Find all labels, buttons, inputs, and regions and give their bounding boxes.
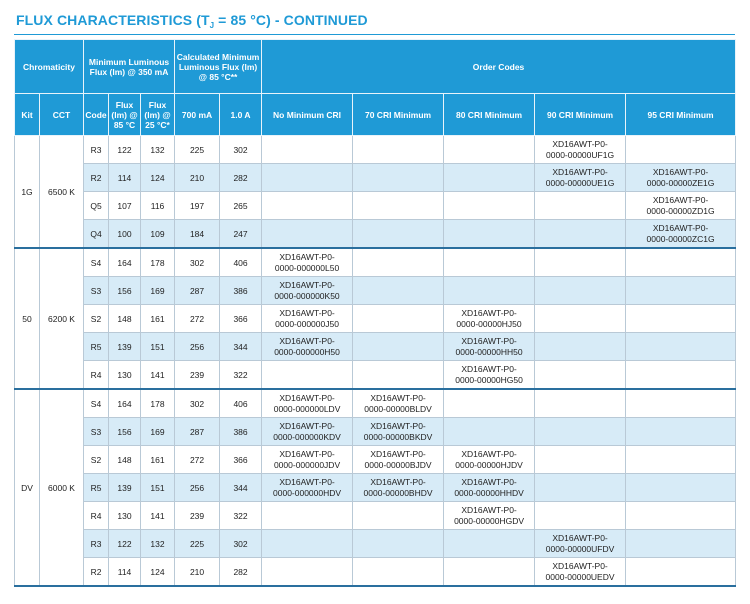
- table-row: [15, 389, 736, 418]
- flux-1a-cell: 344: [220, 474, 262, 502]
- table-row: [15, 220, 736, 249]
- order-code-70-cri: XD16AWT-P0- 0000-00000BKDV: [353, 418, 444, 446]
- header-calculated-flux: Calculated Minimum Luminous Flux (lm) @ 85 °C**: [175, 40, 262, 94]
- order-code-95-cri: [626, 446, 736, 474]
- code-cell: S3: [84, 277, 109, 305]
- order-code-90-cri: [535, 220, 626, 249]
- order-code-70-cri: [353, 361, 444, 390]
- order-code-no-min-cri: XD16AWT-P0- 0000-000000H50: [262, 333, 353, 361]
- order-code-95-cri: [626, 418, 736, 446]
- table-row: [15, 164, 736, 192]
- order-code-80-cri: [444, 248, 535, 277]
- order-code-70-cri: [353, 558, 444, 587]
- order-code-no-min-cri: XD16AWT-P0- 0000-000000K50: [262, 277, 353, 305]
- table-row: [15, 248, 736, 277]
- flux-25-cell: 151: [141, 474, 175, 502]
- flux-25-cell: 116: [141, 192, 175, 220]
- order-code-90-cri: [535, 277, 626, 305]
- order-code-80-cri: [444, 389, 535, 418]
- table-row: [15, 305, 736, 333]
- order-code-95-cri: [626, 389, 736, 418]
- flux-1a-cell: 282: [220, 164, 262, 192]
- flux-1a-cell: 406: [220, 389, 262, 418]
- code-cell: Q5: [84, 192, 109, 220]
- order-code-80-cri: XD16AWT-P0- 0000-00000HJDV: [444, 446, 535, 474]
- code-cell: R4: [84, 502, 109, 530]
- flux-85-cell: 164: [109, 248, 141, 277]
- flux-700ma-cell: 225: [175, 136, 220, 164]
- table-row: [15, 333, 736, 361]
- code-cell: R2: [84, 164, 109, 192]
- order-code-70-cri: [353, 136, 444, 164]
- order-code-90-cri: [535, 361, 626, 390]
- code-cell: R5: [84, 333, 109, 361]
- flux-1a-cell: 302: [220, 530, 262, 558]
- order-code-70-cri: [353, 220, 444, 249]
- order-code-no-min-cri: [262, 558, 353, 587]
- flux-700ma-cell: 272: [175, 305, 220, 333]
- header-flux-25: Flux (lm) @ 25 °C*: [141, 94, 175, 136]
- order-code-70-cri: [353, 248, 444, 277]
- flux-1a-cell: 282: [220, 558, 262, 587]
- order-code-90-cri: [535, 305, 626, 333]
- order-code-90-cri: XD16AWT-P0- 0000-00000UFDV: [535, 530, 626, 558]
- table-row: [15, 446, 736, 474]
- order-code-70-cri: [353, 277, 444, 305]
- flux-85-cell: 139: [109, 333, 141, 361]
- code-cell: R5: [84, 474, 109, 502]
- flux-25-cell: 151: [141, 333, 175, 361]
- order-code-70-cri: [353, 530, 444, 558]
- flux-25-cell: 169: [141, 418, 175, 446]
- flux-25-cell: 109: [141, 220, 175, 249]
- flux-1a-cell: 366: [220, 446, 262, 474]
- order-code-90-cri: [535, 248, 626, 277]
- flux-85-cell: 114: [109, 164, 141, 192]
- flux-1a-cell: 322: [220, 361, 262, 390]
- header-95-cri: 95 CRI Minimum: [626, 94, 736, 136]
- flux-700ma-cell: 239: [175, 502, 220, 530]
- flux-85-cell: 114: [109, 558, 141, 587]
- order-code-95-cri: [626, 361, 736, 390]
- order-code-95-cri: XD16AWT-P0- 0000-00000ZD1G: [626, 192, 736, 220]
- order-code-no-min-cri: XD16AWT-P0- 0000-000000KDV: [262, 418, 353, 446]
- order-code-90-cri: [535, 333, 626, 361]
- order-code-95-cri: [626, 248, 736, 277]
- order-code-no-min-cri: [262, 502, 353, 530]
- table-body: [15, 136, 736, 587]
- code-cell: R2: [84, 558, 109, 587]
- flux-700ma-cell: 256: [175, 474, 220, 502]
- header-order-codes: Order Codes: [262, 40, 736, 94]
- table-row: [15, 558, 736, 587]
- order-code-80-cri: [444, 277, 535, 305]
- order-code-90-cri: XD16AWT-P0- 0000-00000UE1G: [535, 164, 626, 192]
- header-80-cri: 80 CRI Minimum: [444, 94, 535, 136]
- header-1a: 1.0 A: [220, 94, 262, 136]
- order-code-95-cri: [626, 558, 736, 587]
- order-code-90-cri: XD16AWT-P0- 0000-00000UF1G: [535, 136, 626, 164]
- order-code-80-cri: [444, 558, 535, 587]
- header-70-cri: 70 CRI Minimum: [353, 94, 444, 136]
- flux-85-cell: 107: [109, 192, 141, 220]
- header-flux-85: Flux (lm) @ 85 °C: [109, 94, 141, 136]
- order-code-95-cri: [626, 530, 736, 558]
- cct-cell: 6200 K: [40, 248, 84, 389]
- order-code-90-cri: [535, 389, 626, 418]
- order-code-no-min-cri: XD16AWT-P0- 0000-000000L50: [262, 248, 353, 277]
- table-row: [15, 530, 736, 558]
- flux-700ma-cell: 197: [175, 192, 220, 220]
- flux-85-cell: 100: [109, 220, 141, 249]
- flux-1a-cell: 322: [220, 502, 262, 530]
- flux-1a-cell: 247: [220, 220, 262, 249]
- header-code: Code: [84, 94, 109, 136]
- flux-85-cell: 164: [109, 389, 141, 418]
- flux-25-cell: 141: [141, 502, 175, 530]
- flux-1a-cell: 344: [220, 333, 262, 361]
- order-code-95-cri: XD16AWT-P0- 0000-00000ZC1G: [626, 220, 736, 249]
- order-code-90-cri: XD16AWT-P0- 0000-00000UEDV: [535, 558, 626, 587]
- flux-700ma-cell: 225: [175, 530, 220, 558]
- flux-85-cell: 156: [109, 418, 141, 446]
- code-cell: R3: [84, 530, 109, 558]
- order-code-80-cri: XD16AWT-P0- 0000-00000HHDV: [444, 474, 535, 502]
- order-code-80-cri: XD16AWT-P0- 0000-00000HH50: [444, 333, 535, 361]
- header-90-cri: 90 CRI Minimum: [535, 94, 626, 136]
- table-row: [15, 418, 736, 446]
- flux-700ma-cell: 256: [175, 333, 220, 361]
- table-row: [15, 361, 736, 390]
- flux-25-cell: 178: [141, 389, 175, 418]
- flux-25-cell: 141: [141, 361, 175, 390]
- order-code-no-min-cri: [262, 192, 353, 220]
- flux-25-cell: 132: [141, 530, 175, 558]
- flux-25-cell: 132: [141, 136, 175, 164]
- flux-85-cell: 122: [109, 136, 141, 164]
- flux-700ma-cell: 210: [175, 164, 220, 192]
- kit-cell: DV: [15, 389, 40, 586]
- flux-25-cell: 124: [141, 558, 175, 587]
- order-code-80-cri: XD16AWT-P0- 0000-00000HGDV: [444, 502, 535, 530]
- flux-85-cell: 130: [109, 502, 141, 530]
- flux-700ma-cell: 302: [175, 248, 220, 277]
- order-code-95-cri: [626, 333, 736, 361]
- order-code-no-min-cri: [262, 220, 353, 249]
- flux-700ma-cell: 210: [175, 558, 220, 587]
- flux-1a-cell: 386: [220, 277, 262, 305]
- code-cell: R3: [84, 136, 109, 164]
- flux-25-cell: 178: [141, 248, 175, 277]
- flux-700ma-cell: 272: [175, 446, 220, 474]
- table-row: [15, 192, 736, 220]
- order-code-70-cri: [353, 502, 444, 530]
- order-code-70-cri: [353, 164, 444, 192]
- flux-700ma-cell: 184: [175, 220, 220, 249]
- flux-85-cell: 156: [109, 277, 141, 305]
- header-700ma: 700 mA: [175, 94, 220, 136]
- code-cell: S4: [84, 389, 109, 418]
- code-cell: Q4: [84, 220, 109, 249]
- order-code-80-cri: [444, 164, 535, 192]
- kit-cell: 1G: [15, 136, 40, 249]
- order-code-no-min-cri: [262, 164, 353, 192]
- order-code-95-cri: [626, 305, 736, 333]
- flux-1a-cell: 406: [220, 248, 262, 277]
- order-code-90-cri: [535, 474, 626, 502]
- table-row: [15, 277, 736, 305]
- order-code-70-cri: XD16AWT-P0- 0000-00000BLDV: [353, 389, 444, 418]
- order-code-80-cri: [444, 220, 535, 249]
- flux-25-cell: 124: [141, 164, 175, 192]
- order-code-90-cri: [535, 418, 626, 446]
- order-code-90-cri: [535, 192, 626, 220]
- order-code-80-cri: XD16AWT-P0- 0000-00000HG50: [444, 361, 535, 390]
- code-cell: S3: [84, 418, 109, 446]
- order-code-70-cri: [353, 192, 444, 220]
- kit-cell: 50: [15, 248, 40, 389]
- title-divider: [14, 34, 735, 35]
- flux-700ma-cell: 239: [175, 361, 220, 390]
- cct-cell: 6000 K: [40, 389, 84, 586]
- page-title: FLUX CHARACTERISTICS ($T_J = 85$ °C) - CONTINUED: [16, 12, 368, 30]
- flux-characteristics-table: [14, 39, 736, 587]
- flux-700ma-cell: 287: [175, 277, 220, 305]
- flux-1a-cell: 265: [220, 192, 262, 220]
- order-code-95-cri: [626, 474, 736, 502]
- order-code-70-cri: [353, 305, 444, 333]
- table-row: [15, 502, 736, 530]
- code-cell: S4: [84, 248, 109, 277]
- order-code-no-min-cri: [262, 530, 353, 558]
- order-code-95-cri: [626, 136, 736, 164]
- header-kit: Kit: [15, 94, 40, 136]
- flux-1a-cell: 386: [220, 418, 262, 446]
- order-code-80-cri: [444, 418, 535, 446]
- header-cct: CCT: [40, 94, 84, 136]
- order-code-no-min-cri: XD16AWT-P0- 0000-000000HDV: [262, 474, 353, 502]
- header-chromaticity: Chromaticity: [15, 40, 84, 94]
- order-code-no-min-cri: [262, 136, 353, 164]
- order-code-no-min-cri: XD16AWT-P0- 0000-000000J50: [262, 305, 353, 333]
- flux-25-cell: 169: [141, 277, 175, 305]
- flux-85-cell: 148: [109, 446, 141, 474]
- flux-700ma-cell: 302: [175, 389, 220, 418]
- flux-85-cell: 139: [109, 474, 141, 502]
- cct-cell: 6500 K: [40, 136, 84, 249]
- order-code-no-min-cri: XD16AWT-P0- 0000-000000LDV: [262, 389, 353, 418]
- order-code-80-cri: [444, 530, 535, 558]
- header-no-min-cri: No Minimum CRI: [262, 94, 353, 136]
- flux-25-cell: 161: [141, 305, 175, 333]
- header-minimum-flux: Minimum Luminous Flux (lm) @ 350 mA: [84, 40, 175, 94]
- table-row: [15, 136, 736, 164]
- table-row: [15, 474, 736, 502]
- flux-25-cell: 161: [141, 446, 175, 474]
- code-cell: S2: [84, 305, 109, 333]
- order-code-95-cri: XD16AWT-P0- 0000-00000ZE1G: [626, 164, 736, 192]
- order-code-80-cri: XD16AWT-P0- 0000-00000HJ50: [444, 305, 535, 333]
- flux-1a-cell: 366: [220, 305, 262, 333]
- code-cell: R4: [84, 361, 109, 390]
- order-code-70-cri: XD16AWT-P0- 0000-00000BJDV: [353, 446, 444, 474]
- order-code-95-cri: [626, 502, 736, 530]
- order-code-no-min-cri: XD16AWT-P0- 0000-000000JDV: [262, 446, 353, 474]
- flux-1a-cell: 302: [220, 136, 262, 164]
- order-code-80-cri: [444, 136, 535, 164]
- flux-85-cell: 130: [109, 361, 141, 390]
- order-code-70-cri: [353, 333, 444, 361]
- code-cell: S2: [84, 446, 109, 474]
- order-code-95-cri: [626, 277, 736, 305]
- flux-85-cell: 148: [109, 305, 141, 333]
- order-code-80-cri: [444, 192, 535, 220]
- order-code-90-cri: [535, 502, 626, 530]
- order-code-no-min-cri: [262, 361, 353, 390]
- flux-85-cell: 122: [109, 530, 141, 558]
- order-code-90-cri: [535, 446, 626, 474]
- flux-700ma-cell: 287: [175, 418, 220, 446]
- order-code-70-cri: XD16AWT-P0- 0000-00000BHDV: [353, 474, 444, 502]
